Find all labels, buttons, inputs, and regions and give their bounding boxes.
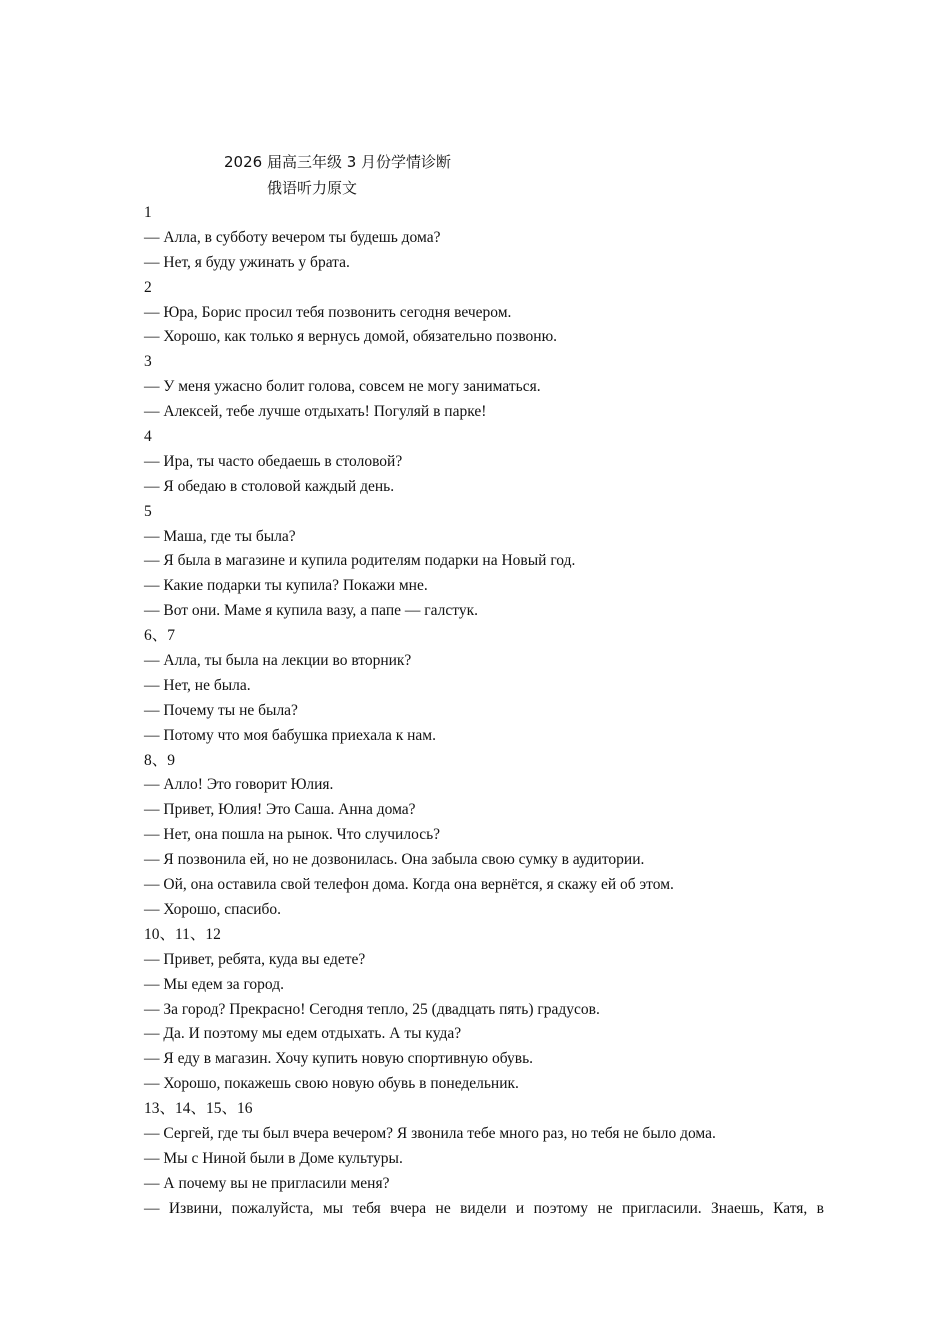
dialogue-line: — Привет, ребята, куда вы едете? [144,950,366,968]
section-number: 5 [144,502,152,520]
dialogue-line: — Я обедаю в столовой каждый день. [144,477,395,495]
transcript-body [144,201,824,1222]
dialogue-line: — Потому что моя бабушка приехала к нам. [144,726,436,744]
section-number: 3 [144,353,152,371]
section-number: 6、7 [144,627,176,645]
section-number: 8、9 [144,751,176,769]
dialogue-line: — Я была в магазине и купила родителям подарки на Новый год. [144,552,576,570]
document-title: 2026 届高三年级 3 月份学情诊断 [224,153,452,171]
dialogue-line: — Извини, пожалуйста, мы тебя вчера не видели и поэтому не пригласили. Знаешь, Катя, в [144,1199,824,1217]
section-number: 4 [144,428,152,446]
dialogue-line: — Привет, Юлия! Это Саша. Анна дома? [144,801,416,819]
section-number: 10、11、12 [144,925,221,943]
dialogue-line: — Нет, она пошла на рынок. Что случилось? [144,826,441,844]
section-number: 1 [144,204,152,221]
dialogue-line: — Да. И поэтому мы едем отдыхать. А ты куда? [144,1025,462,1043]
dialogue-line: — Сергей, где ты был вчера вечером? Я звонила тебе много раз, но тебя не было дома. [144,1124,716,1142]
dialogue-line: — Алла, ты была на лекции во вторник? [144,652,412,670]
dialogue-line: — Алло! Это говорит Юлия. [144,776,334,794]
dialogue-line: — Я позвонила ей, но не дозвонилась. Она забыла свою сумку в аудитории. [144,851,645,869]
dialogue-line: — А почему вы не пригласили меня? [144,1174,390,1192]
dialogue-line: — Мы едем за город. [144,975,284,993]
dialogue-line: — Ой, она оставила свой телефон дома. Когда она вернётся, я скажу ей об этом. [144,876,674,894]
dialogue-line: — Хорошо, спасибо. [144,900,282,918]
document-subtitle: 俄语听力原文 [267,179,358,197]
dialogue-line: — Нет, не была. [144,676,251,694]
dialogue-line: — Вот они. Маме я купила вазу, а папе — галстук. [144,602,478,620]
dialogue-line: — Нет, я буду ужинать у брата. [144,253,350,271]
dialogue-line: — Хорошо, как только я вернусь домой, обязательно позвоню. [144,328,558,346]
dialogue-line: — Юра, Борис просил тебя позвонить сегодня вечером. [144,303,512,321]
dialogue-line: — Алла, в субботу вечером ты будешь дома? [144,228,441,246]
dialogue-line: — У меня ужасно болит голова, совсем не могу заниматься. [144,378,541,396]
dialogue-line: — Почему ты не была? [144,701,298,719]
dialogue-line: — Какие подарки ты купила? Покажи мне. [144,577,428,595]
dialogue-line: — Хорошо, покажешь свою новую обувь в понедельник. [144,1075,519,1093]
section-number: 2 [144,278,152,296]
dialogue-line: — За город? Прекрасно! Сегодня тепло, 25 (двадцать пять) градусов. [144,1000,600,1018]
dialogue-line: — Маша, где ты была? [144,527,296,545]
dialogue-line: — Алексей, тебе лучше отдыхать! Погуляй в парке! [144,403,487,421]
section-number: 13、14、15、16 [144,1100,253,1118]
dialogue-line: — Мы с Ниной были в Доме культуры. [144,1149,403,1167]
dialogue-line: — Я еду в магазин. Хочу купить новую спортивную обувь. [144,1050,534,1068]
dialogue-line: — Ира, ты часто обедаешь в столовой? [144,452,403,470]
